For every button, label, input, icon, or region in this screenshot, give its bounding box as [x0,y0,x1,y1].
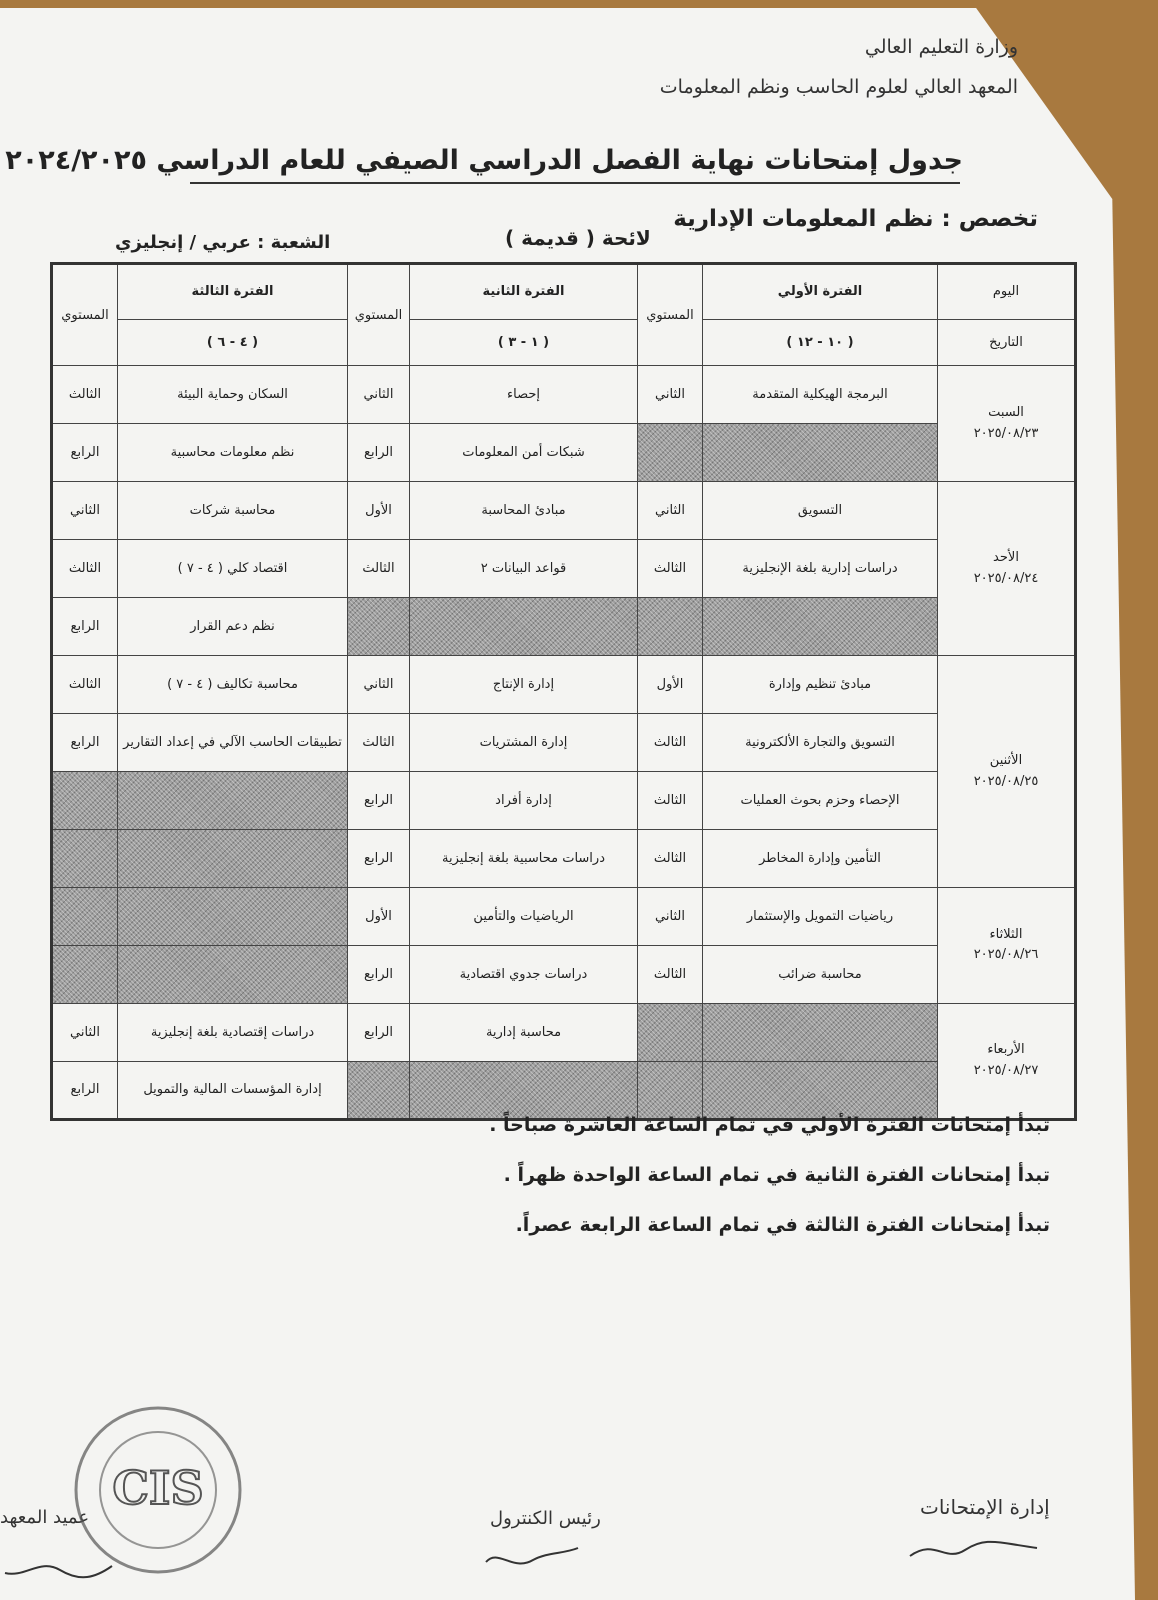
period-2-level: الأول [348,888,410,946]
control-head-signature [478,1540,588,1580]
period-1-subject: التسويق والتجارة الألكترونية [703,714,938,772]
period-1-level: الثاني [638,888,703,946]
blank-cell [703,1003,938,1061]
document-title: جدول إمتحانات نهاية الفصل الدراسي الصيفي للعام الدراسي ٢٠٢٤/٢٠٢٥ [5,145,963,176]
regulation: لائحة ( قديمة ) [505,226,651,250]
day-date: ٢٠٢٥/٠٨/٢٦ [973,947,1039,963]
period-1-subject: مبادئ تنظيم وإدارة [703,656,938,714]
period-3-subject: السكان وحماية البيئة [118,366,348,424]
blank-cell [703,598,938,656]
period-1-subject: محاسبة ضرائب [703,945,938,1003]
period-1-level: الثاني [638,482,703,540]
period-1-time: ( ١٠ - ١٢ ) [703,319,938,366]
institute-stamp [68,1400,248,1580]
period-2-level: الرابع [348,424,410,482]
period-3-level: الثالث [52,656,118,714]
period-1-level: الثالث [638,772,703,830]
day-name: الأحد [993,549,1019,565]
blank-cell [410,1061,638,1119]
blank-cell [118,772,348,830]
period-3-subject: نظم دعم القرار [118,598,348,656]
schedule-row [52,366,1076,424]
note-period-2: تبدأ إمتحانات الفترة الثانية في تمام الساعة الواحدة ظهراً . [503,1164,1050,1186]
day-name: الأربعاء [987,1042,1025,1058]
schedule-row [52,540,1076,598]
period-3-level: الرابع [52,1061,118,1119]
period-2-level: الأول [348,482,410,540]
day-cell [938,1003,1076,1119]
period-3-level: الرابع [52,424,118,482]
period-3-time: ( ٤ - ٦ ) [118,319,348,366]
period-1-header: الفترة الأولي [703,264,938,320]
day-name: السبت [988,405,1024,421]
ministry-name: وزارة التعليم العالي [864,36,1018,58]
schedule-row [52,714,1076,772]
blank-cell [118,830,348,888]
blank-cell [638,598,703,656]
period-3-level: الثاني [52,482,118,540]
schedule-row [52,1003,1076,1061]
period-3-level: الرابع [52,714,118,772]
period-3-subject: إدارة المؤسسات المالية والتمويل [118,1061,348,1119]
period-2-level: الرابع [348,772,410,830]
period-2-level: الثالث [348,714,410,772]
period-3-subject: اقتصاد كلي ( ٤ - ٧ ) [118,540,348,598]
dean-label: عميد المعهد [0,1507,90,1528]
day-cell [938,888,1076,1004]
period-2-subject: دراسات جدوي اقتصادية [410,945,638,1003]
period-3-subject: محاسبة شركات [118,482,348,540]
day-name: الثلاثاء [989,926,1023,942]
division: الشعبة : عربي / إنجليزي [115,232,331,253]
period-3-subject: نظم معلومات محاسبية [118,424,348,482]
period-1-subject: التسويق [703,482,938,540]
period-1-subject: الإحصاء وحزم بحوث العمليات [703,772,938,830]
control-head-label: رئيس الكنترول [490,1508,601,1529]
blank-cell [703,424,938,482]
period-2-subject: إحصاء [410,366,638,424]
period-1-level: الأول [638,656,703,714]
day-cell [938,366,1076,482]
day-cell [938,482,1076,656]
period-1-level: الثالث [638,540,703,598]
exam-schedule-table [50,262,1077,1121]
schedule-row [52,945,1076,1003]
period-2-subject: دراسات محاسبية بلغة إنجليزية [410,830,638,888]
day-date: ٢٠٢٥/٠٨/٢٣ [973,425,1039,441]
period-2-level: الرابع [348,1003,410,1061]
schedule-row [52,656,1076,714]
period-1-level: الثالث [638,830,703,888]
day-cell [938,656,1076,888]
period-3-level: الثالث [52,540,118,598]
schedule-row [52,482,1076,540]
blank-cell [118,945,348,1003]
day-date: ٢٠٢٥/٠٨/٢٧ [973,1062,1039,1078]
exams-admin-label: إدارة الإمتحانات [920,1495,1050,1519]
period-2-level: الرابع [348,830,410,888]
period-2-subject: قواعد البيانات ٢ [410,540,638,598]
period-2-time: ( ١ - ٣ ) [410,319,638,366]
period-2-header: الفترة الثانية [410,264,638,320]
period-1-level: الثاني [638,366,703,424]
blank-cell [348,598,410,656]
period-1-level: الثالث [638,714,703,772]
day-header: اليوم [938,264,1076,320]
note-period-3: تبدأ إمتحانات الفترة الثالثة في تمام الساعة الرابعة عصراً. [515,1214,1050,1236]
day-date: ٢٠٢٥/٠٨/٢٤ [973,570,1039,586]
period-3-level: الثالث [52,366,118,424]
schedule-row [52,772,1076,830]
schedule-row [52,1061,1076,1119]
level-header-2: المستوي [348,264,410,366]
period-2-subject: محاسبة إدارية [410,1003,638,1061]
blank-cell [52,772,118,830]
period-3-level: الرابع [52,598,118,656]
exams-admin-signature [905,1528,1045,1568]
blank-cell [638,1061,703,1119]
blank-cell [52,945,118,1003]
stamp-text: CIS [112,1461,204,1515]
note-period-1: تبدأ إمتحانات الفترة الأولي في تمام الساعة العاشرة صباحاً . [489,1114,1050,1136]
date-header: التاريخ [938,319,1076,366]
period-2-level: الرابع [348,945,410,1003]
blank-cell [638,1003,703,1061]
level-header-1: المستوي [638,264,703,366]
period-1-level: الثالث [638,945,703,1003]
period-3-subject: محاسبة تكاليف ( ٤ - ٧ ) [118,656,348,714]
day-name: الأثنين [989,752,1023,768]
level-header-3: المستوي [52,264,118,366]
period-2-level: الثاني [348,366,410,424]
blank-cell [638,424,703,482]
blank-cell [118,888,348,946]
period-2-subject: مبادئ المحاسبة [410,482,638,540]
institute-name: المعهد العالي لعلوم الحاسب ونظم المعلومات [659,76,1018,98]
period-1-subject: دراسات إدارية بلغة الإنجليزية [703,540,938,598]
period-2-subject: شبكات أمن المعلومات [410,424,638,482]
period-2-level: الثاني [348,656,410,714]
period-2-subject: إدارة الإنتاج [410,656,638,714]
period-2-subject: إدارة المشتريات [410,714,638,772]
title-underline [190,182,960,184]
period-3-header: الفترة الثالثة [118,264,348,320]
period-3-subject: تطبيقات الحاسب الآلي في إعداد التقارير [118,714,348,772]
period-3-subject: دراسات إقتصادية بلغة إنجليزية [118,1003,348,1061]
period-1-subject: رياضيات التمويل والإستثمار [703,888,938,946]
blank-cell [52,888,118,946]
specialization: تخصص : نظم المعلومات الإدارية [673,206,1038,232]
blank-cell [410,598,638,656]
period-1-subject: البرمجة الهيكلية المتقدمة [703,366,938,424]
period-2-subject: الرياضيات والتأمين [410,888,638,946]
period-3-level: الثاني [52,1003,118,1061]
period-2-level: الثالث [348,540,410,598]
blank-cell [52,830,118,888]
schedule-row [52,888,1076,946]
schedule-row [52,424,1076,482]
day-date: ٢٠٢٥/٠٨/٢٥ [973,773,1039,789]
blank-cell [703,1061,938,1119]
schedule-row [52,598,1076,656]
period-2-subject: إدارة أفراد [410,772,638,830]
schedule-row [52,830,1076,888]
blank-cell [348,1061,410,1119]
period-1-subject: التأمين وإدارة المخاطر [703,830,938,888]
